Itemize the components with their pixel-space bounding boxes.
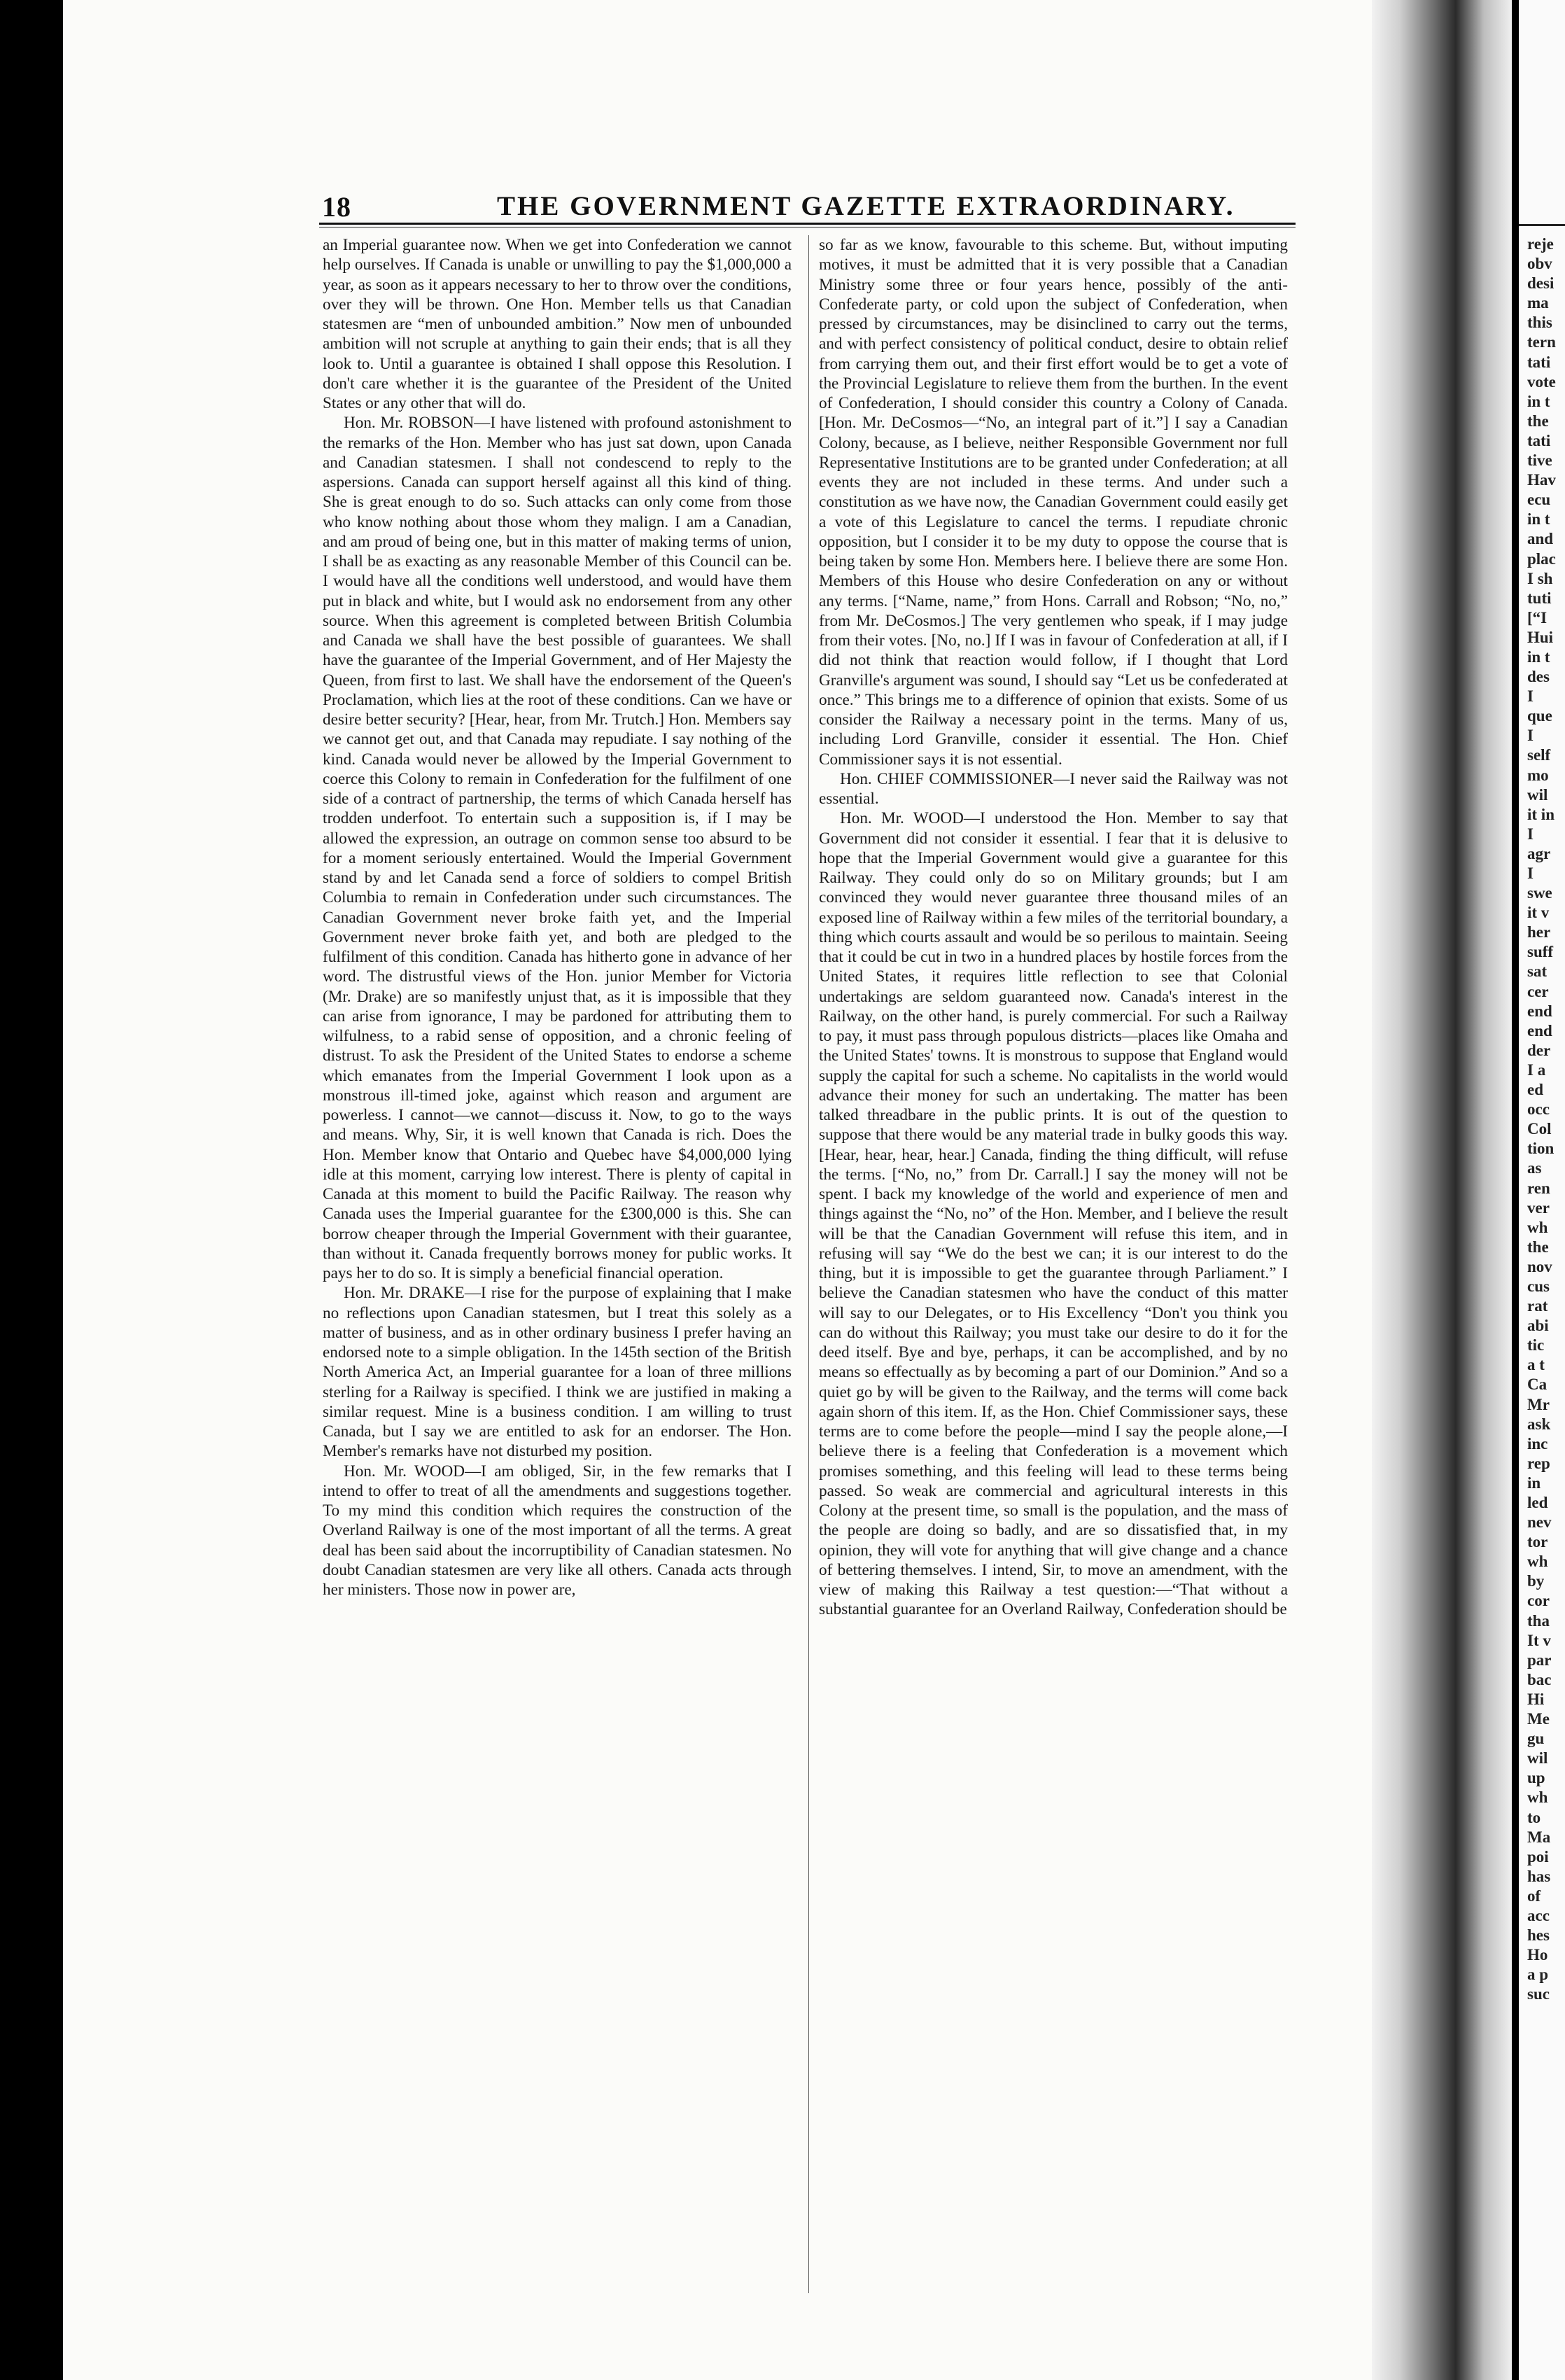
facing-page-fragment: poi [1527,1847,1549,1865]
facing-page-fragment: tuti [1527,589,1552,607]
facing-page-fragment: her [1527,923,1551,941]
facing-page-fragment: I sh [1527,569,1553,587]
facing-page-fragment: in t [1527,392,1550,410]
facing-page-fragment: gu [1527,1730,1545,1748]
facing-page-fragment: ask [1527,1415,1551,1433]
paragraph: an Imperial guarantee now. When we get into Confederation we cannot help ourselves. If Canada is unable or unwilling to pay the $1,000,000 a year, as soon as it appears necessary to her to throw over the conditions, over they will be thrown. One Hon. Member tells us that Canadian statesmen are “men of unbounded ambition.” Now men of unbounded ambition will not scruple at anything to gain their ends; that is all they look to. Until a guarantee is obtained I shall oppose this Resolution. I don't care whether it is the guarantee of the President of the United States or any other that will do. [323,236,792,412]
facing-page-fragment: Hi [1527,1690,1545,1708]
facing-page-fragment: end [1527,1002,1552,1020]
page-number: 18 [322,191,351,223]
facing-page-fragment: a t [1527,1356,1545,1374]
paragraph: Hon. Mr. WOOD—I am obliged, Sir, in the few remarks that I intend to offer to treat of all the amendments and suggestions together. To my mind this condition which requires the construction of the Overland Railway is one of the most important of all the terms. A great deal has been said about the incorruptibility of Canadian statesmen. No doubt Canadian statesmen are very like all others. Canada acts through her ministers. Those now in power are, [323,1462,792,1599]
paragraph: Hon. Mr. WOOD—I understood the Hon. Member to say that Government did not consider it essential. I fear that it is delusive to hope that the Imperial Government would give a guarantee for this Railway. They could only do so on Military grounds; but I am convinced they would never guarantee three thousand miles of an exposed line of Railway within a few miles of the territorial boundary, a thing which courts assault and would be so perilous to maintain. Seeing that it could be cut in two in a hundred places by hostile forces from the United States, it requires little reflection to see that Colonial undertakings are seldom guaranteed now. Canada's interest in the Railway, on the other hand, is purely commercial. For such a Railway to pay, it must pass through populous districts—places like Omaha and the United States' towns. It is monstrous to suppose that England would supply the capital for such a scheme. No capitalists in the world would advance their money for such an undertaking. The matter has been talked threadbare in the public prints. It is out of the question to suppose that there would be any material trade in bulky goods this way. [Hear, hear, hear, hear.] Canada, finding the thing difficult, will refuse the terms. [“No, no,” from Dr. Carrall.] I say the money will not be spent. I back my knowledge of the world and experience of men and things against the “No, no” of the Hon. Member, and I believe the result will be that the Canadian Government will refuse this item, and in refusing will say “We do the best we can; it is our interest to do the thing, but it is impossible to get the guarantee through Parliament.” I believe the Canadian statesmen who have the conduct of this matter will say to our Delegates, or to His Excellency “Don't you think you can do without this Railway; you must take our desire to do it for the deed itself. Bye and bye, perhaps, it can be accomplished, and by no means so effectually as by becoming a part of our Dominion.” And so a quiet go by will be given to the Railway, and the terms will come back again shorn of this item. If, as the Hon. Chief Commissioner says, these terms are to come before the people—mind I say the people alone,—I believe there is a feeling that Confederation is a movement which promises something, and this feeling will lead to these terms being passed. So weak are commercial and agricultural interests in this Colony at the present time, so small is the population, and the mass of the people are doing so badly, and are so dissatisfied that, in my opinion, they will vote for anything that will give change and a chance of bettering themselves. I intend, Sir, to move an amendment, with the view of making this Railway a test question:—“That without a substantial guarantee for an Overland Railway, Confederation should be [819,809,1288,1619]
facing-page-fragment: acc [1527,1906,1550,1924]
facing-page-fragment: ed [1527,1081,1543,1099]
facing-page-fragment: hes [1527,1926,1550,1945]
facing-page-fragment: mo [1527,766,1549,784]
facing-page-fragment: reje [1527,235,1554,253]
facing-page-fragment: tha [1527,1611,1550,1630]
facing-page-fragment: tive [1527,451,1552,470]
facing-page-fragment: by [1527,1572,1545,1590]
facing-page-fragment: wil [1527,785,1548,804]
facing-page-fragment: ver [1527,1198,1550,1217]
facing-page-fragment: suff [1527,943,1554,961]
facing-page-fragment: Hav [1527,471,1556,489]
facing-page-fragment: the [1527,1238,1549,1256]
facing-page-fragment: wh [1527,1788,1548,1807]
facing-page-fragment: in t [1527,510,1550,528]
facing-page-fragment: it v [1527,904,1550,922]
facing-page-fragment: swe [1527,884,1552,902]
facing-page-fragment: sat [1527,962,1548,981]
facing-page-fragment: ma [1527,294,1549,312]
paragraph: Hon. CHIEF COMMISSIONER—I never said the Railway was not essential. [819,769,1288,808]
facing-page-fragment: end [1527,1021,1552,1040]
facing-page-fragment: the [1527,412,1549,430]
facing-page-fragment: rat [1527,1297,1548,1315]
facing-page-fragment: suc [1527,1985,1550,2003]
column-divider [808,235,809,2293]
facing-page-fragment: in t [1527,648,1550,666]
facing-page-fragment: Col [1527,1120,1552,1138]
facing-page-fragment: self [1527,746,1551,764]
facing-page-fragment: this [1527,314,1552,332]
facing-page-fragment: der [1527,1041,1551,1059]
facing-page-fragment: it in [1527,805,1555,823]
facing-page-fragment: I [1527,825,1534,843]
facing-page-fragment: I [1527,687,1534,706]
facing-page-fragment: Ho [1527,1946,1548,1964]
facing-page-fragment: desi [1527,274,1555,293]
facing-page-fragment: Mr [1527,1395,1550,1413]
facing-page-fragment: and [1527,530,1554,548]
facing-page-fragment: que [1527,707,1552,725]
facing-page-fragment: nov [1527,1257,1552,1275]
facing-page-fragment: tion [1527,1140,1555,1158]
facing-page-fragment: agr [1527,844,1551,862]
facing-page-fragment: ecu [1527,491,1551,509]
facing-page-fragment: cus [1527,1277,1550,1295]
facing-page-fragment: a p [1527,1966,1549,1984]
header-rule [319,223,1296,225]
facing-page-fragment: par [1527,1651,1552,1669]
facing-page-fragment: I a [1527,1060,1546,1079]
facing-page-fragment: up [1527,1769,1545,1787]
facing-page-fragment: has [1527,1867,1551,1885]
facing-page-fragment: ren [1527,1179,1550,1197]
paragraph: so far as we know, favourable to this scheme. But, without imputing motives, it must be admitted that it is very possible that a Canadian Ministry some three or four years hence, possibly of the anti-Confederate party, or cold upon the subject of Confederation, when pressed by circumstances, may be disinclined to carry out the terms, and with perfect consistency of political conduct, desire to obtain relief from carrying them out, and their first effort would be to get a vote of the Provincial Legislature to relieve them from the burthen. In the event of Confederation, I should consider this country a Colony of Canada. [Hon. Mr. DeCosmos—“No, an integral part of it.”] I say a Canadian Colony, because, as I believe, neither Responsible Government nor full Representative Institutions are to be granted under Confederation; at all events they are not included in these terms. And under such a constitution as we have now, the Canadian Government could easily get a vote of this Legislature to cancel the terms. I repudiate chronic opposition, but I consider it to be my duty to oppose the course that is being taken by some Hon. Members here. I believe there are some Hon. Members of this House who desire Confederation on any or without any terms. [“Name, name,” from Hons. Carrall and Robson; “No, no,” from Mr. DeCosmos.] The very gentlemen who speak, if I may judge from their votes. [No, no.] If I was in favour of Confederation at all, if I did not think that reaction would follow, if I thought that Lord Granville's argument was sound, I should say “Let us be confederated at once.” This brings me to a difference of opinion that exists. Some of us consider the Railway a necessary point in the terms. Many of us, including Lord Granville, consider it essential. The Hon. Chief Commissioner says it is not essential. [819,236,1288,769]
facing-page-fragment: cer [1527,982,1549,1000]
facing-page-fragment: Ma [1527,1828,1551,1846]
facing-page-text [1519,234,1565,2004]
facing-page-fragment: occ [1527,1100,1550,1119]
right-column [819,235,1288,1620]
facing-page-fragment: I [1527,864,1534,882]
facing-page-fragment: led [1527,1494,1548,1511]
facing-page-fragment: wh [1527,1218,1548,1236]
gazette-title: THE GOVERNMENT GAZETTE EXTRAORDINARY. [497,191,1235,221]
facing-page-fragment: [“I [1527,608,1548,626]
facing-page-fragment: in [1527,1474,1541,1492]
facing-page-fragment: wh [1527,1553,1548,1571]
page-header [322,190,1302,223]
facing-page-fragment: tati [1527,353,1551,371]
facing-page-rule [1519,224,1565,226]
facing-page-fragment: wil [1527,1749,1548,1768]
facing-page-fragment: tati [1527,431,1551,449]
paragraph: Hon. Mr. ROBSON—I have listened with profound astonishment to the remarks of the Hon. Member who has just sat down, upon Canada and Canadian statesmen. I shall not condescend to reply to the aspersions. Canada can support herself against all this kind of thing. She is great enough to do so. Such attacks can only come from those who know nothing about those whom they malign. I am a Canadian, and am proud of being one, but in this matter of making terms of union, I shall be as exacting as any reasonable Member of this Council can be. I would have all the conditions well understood, and would have them put in black and white, but I would ask no endorsement from any other source. When this agreement is completed between British Columbia and Canada we shall have the best possible of guarantees. We shall have the guarantee of the Imperial Government, and of Her Majesty the Queen, from first to last. We shall have the endorsement of the Queen's Proclamation, which lies at the root of these conditions. Can we have or desire better security? [Hear, hear, from Mr. Trutch.] Hon. Members say we cannot get out, and that Canada may repudiate. I say nothing of the kind. Canada would never be allowed by the Imperial Government to coerce this Colony to remain in Confederation for the fulfilment of one side of a contract of partnership, the terms of which Canada herself has trodden underfoot. To entertain such a supposition is, if I may be allowed the expression, an outrage on common sense too absurd to be for a moment seriously entertained. Would the Imperial Government stand by and let Canada send a force of soldiers to compel British Columbia to remain in Confederation under such circumstances. The Canadian Government never broke faith yet, and the Imperial Government never broke faith yet, and both are pledged to the fulfilment of this condition. Canada has hitherto gone in advance of her word. The distrustful views of the Hon. junior Member for Victoria (Mr. Drake) are so manifestly unjust that, as it is impossible that they can arise from ignorance, I may be pardoned for attributing them to wilfulness, to a rabid sense of opposition, and a chronic feeling of distrust. To ask the President of the United States to endorse a scheme which emanates from the Imperial Government I look upon as a monstrous ill-timed joke, against which reason and argument are powerless. I cannot—we cannot—discuss it. Now, to go to the ways and means. Why, Sir, it is well known that Canada is rich. Does the Hon. Member know that Ontario and Quebec have $4,000,000 lying idle at this moment, carrying low interest. There is plenty of capital in Canada at this moment to build the Pacific Railway. The reason why Canada uses the Imperial guarantee for the £300,000 is this. She can borrow cheaper through the Imperial Government with their guarantee, than without it. Canada frequently borrows money for public works. It pays her to do so. It is simply a beneficial financial operation. [323,414,792,1282]
scan-border-left [0,0,63,2380]
facing-page-fragment: tor [1527,1533,1548,1551]
facing-page-fragment: to [1527,1808,1541,1826]
facing-page-fragment: plac [1527,550,1556,568]
facing-page-fragment: cor [1527,1592,1550,1610]
facing-page-fragment: Ca [1527,1376,1548,1394]
facing-page-fragment: tic [1527,1336,1545,1354]
facing-page-edge [1519,0,1565,2380]
facing-page-fragment: tern [1527,333,1556,351]
facing-page-fragment: of [1527,1886,1541,1905]
facing-page-fragment: It v [1527,1631,1551,1649]
paragraph: Hon. Mr. DRAKE—I rise for the purpose of explaining that I make no reflections upon Canadian statesmen, but I treat this solely as a matter of business, and as in other ordinary business I prefer having an endorsed note to a simple obligation. In the 145th section of the British North America Act, an Imperial guarantee for a loan of three millions sterling for a Railway is specified. I think we are justified in making a similar request. Mine is a business condition. I am willing to trust Canada, but I say we are entitled to ask for an endorser. The Hon. Member's remarks have not disturbed my position. [323,1284,792,1461]
facing-page-fragment: I [1527,727,1534,745]
facing-page-fragment: rep [1527,1454,1550,1472]
facing-page-fragment: des [1527,668,1550,686]
facing-page-fragment: Me [1527,1710,1550,1728]
facing-page-fragment: nev [1527,1513,1552,1532]
facing-page-fragment: Hui [1527,628,1554,646]
left-column [323,235,792,1600]
facing-page-fragment: vote [1527,372,1556,391]
facing-page-fragment: inc [1527,1434,1548,1452]
facing-page-fragment: as [1527,1159,1542,1177]
facing-page-fragment: bac [1527,1670,1552,1688]
book-gutter [1372,0,1512,2380]
facing-page-fragment: abi [1527,1317,1549,1335]
facing-page-fragment: obv [1527,255,1552,273]
